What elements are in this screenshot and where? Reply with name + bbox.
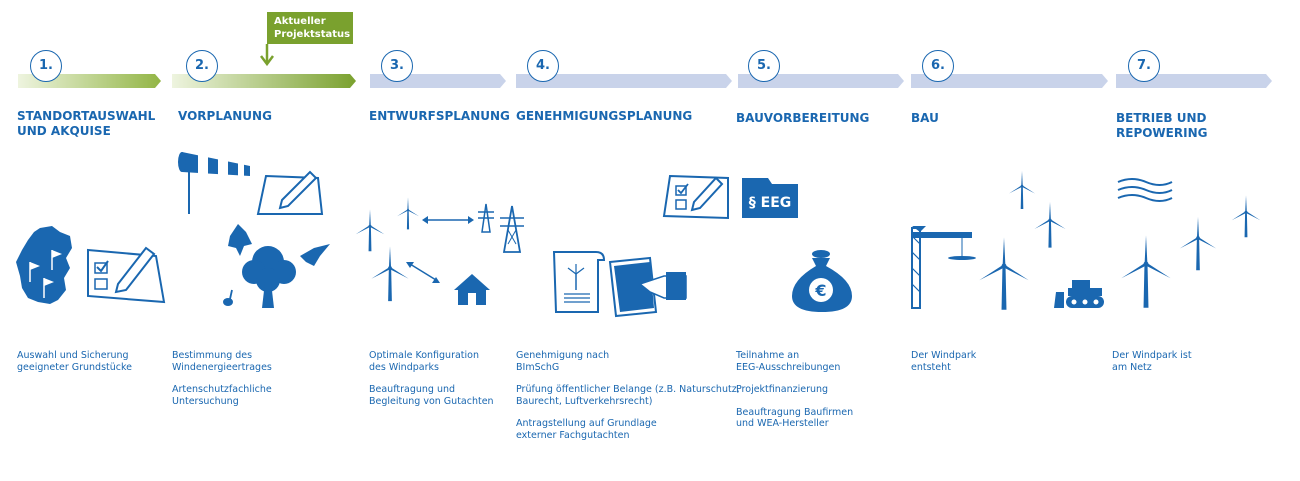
- wind-turbine-icon-s7a: [1121, 236, 1172, 308]
- svg-text:€: €: [815, 281, 827, 300]
- stage-description-2: [172, 350, 272, 418]
- stage-description-6: [911, 350, 976, 384]
- stage-description-7: [1112, 350, 1192, 384]
- description-text: Antragstellung auf Grundlage externer Fachgutachten: [516, 418, 657, 441]
- wind-turbine-icon-s6b: [1034, 202, 1066, 248]
- rabbit-icon: [223, 290, 233, 306]
- stage-number-7: 7.: [1128, 50, 1160, 82]
- stage-title-5: BAUVORBEREITUNG: [736, 111, 870, 125]
- germany-map-icon: [16, 226, 72, 304]
- wind-turbine-icon-s3c: [371, 246, 409, 301]
- stage-number-5: 5.: [748, 50, 780, 82]
- wind-turbine-icon-s6c: [979, 238, 1030, 310]
- bulldozer-icon: [1054, 280, 1104, 308]
- checklist-pen-icon-s4: [664, 176, 728, 218]
- description-text: Der Windpark entsteht: [911, 350, 977, 373]
- description-text: Beauftragung Baufirmen und WEA-Hersteller: [736, 406, 854, 429]
- money-bag-icon: [792, 250, 852, 312]
- stage-title-3: ENTWURFSPLANUNG: [369, 109, 510, 123]
- description-text: Bestimmung des Windenergieertrages: [172, 350, 272, 373]
- description-text: Teilnahme an EEG-Ausschreibungen: [736, 350, 841, 373]
- wind-turbine-icon-s7c: [1231, 196, 1260, 238]
- double-arrow-icon-1: [422, 216, 474, 224]
- stage-description-1: [17, 350, 132, 384]
- description-text: Der Windpark ist am Netz: [1112, 350, 1192, 373]
- bird-icon-2: [300, 244, 330, 266]
- current-project-status-label: Aktueller Projektstatus: [267, 12, 353, 44]
- description-text: Auswahl und Sicherung geeigneter Grundstücke: [17, 350, 133, 373]
- description-text: Prüfung öffentlicher Belange (z.B. Naturschutz, Baurecht, Luftverkehrsrecht): [516, 384, 740, 407]
- tree-icon: [242, 246, 296, 308]
- description-text: Beauftragung und Begleitung von Gutachten: [369, 384, 494, 407]
- wind-turbine-icon-s3b: [397, 197, 419, 229]
- stage-description-3: [369, 350, 494, 418]
- stage-title-7: BETRIEB UND REPOWERING: [1116, 111, 1208, 140]
- stage-description-5: [736, 350, 853, 441]
- stage-description-4: [516, 350, 740, 452]
- description-text: Genehmigung nach BImSchG: [516, 350, 610, 373]
- stage-title-2: VORPLANUNG: [178, 109, 272, 123]
- double-arrow-icon-2: [406, 262, 440, 283]
- hand-paper-icon: [610, 258, 686, 316]
- description-text: Projektfinanzierung: [736, 384, 829, 395]
- house-icon: [454, 274, 490, 305]
- stage-title-1: STANDORTAUSWAHL UND AKQUISE: [17, 109, 156, 138]
- description-text: Optimale Konfiguration des Windparks: [369, 350, 480, 373]
- stage-title-4: GENEHMIGUNGSPLANUNG: [516, 109, 693, 123]
- stage-number-3: 3.: [381, 50, 413, 82]
- notepad-pen-icon: [258, 172, 322, 214]
- eeg-folder-icon: [742, 178, 798, 218]
- power-pylon-icon: [478, 204, 524, 252]
- wind-turbine-icon-s7b: [1179, 217, 1216, 270]
- checklist-pen-icon: [88, 248, 164, 302]
- wind-waves-icon: [1118, 179, 1172, 201]
- bird-icon-1: [228, 224, 252, 256]
- stage-number-4: 4.: [527, 50, 559, 82]
- permit-document-icon: [554, 252, 604, 312]
- wind-turbine-icon-s3a: [355, 210, 384, 252]
- stage-number-1: 1.: [30, 50, 62, 82]
- stage-number-6: 6.: [922, 50, 954, 82]
- crane-icon: [912, 226, 976, 308]
- stage-title-6: BAU: [911, 111, 939, 125]
- windsock-icon: [178, 152, 250, 214]
- wind-turbine-icon-s6a: [1009, 171, 1036, 209]
- stage-number-2: 2.: [186, 50, 218, 82]
- description-text: Artenschutzfachliche Untersuchung: [172, 384, 272, 407]
- svg-text:§ EEG: § EEG: [748, 195, 792, 211]
